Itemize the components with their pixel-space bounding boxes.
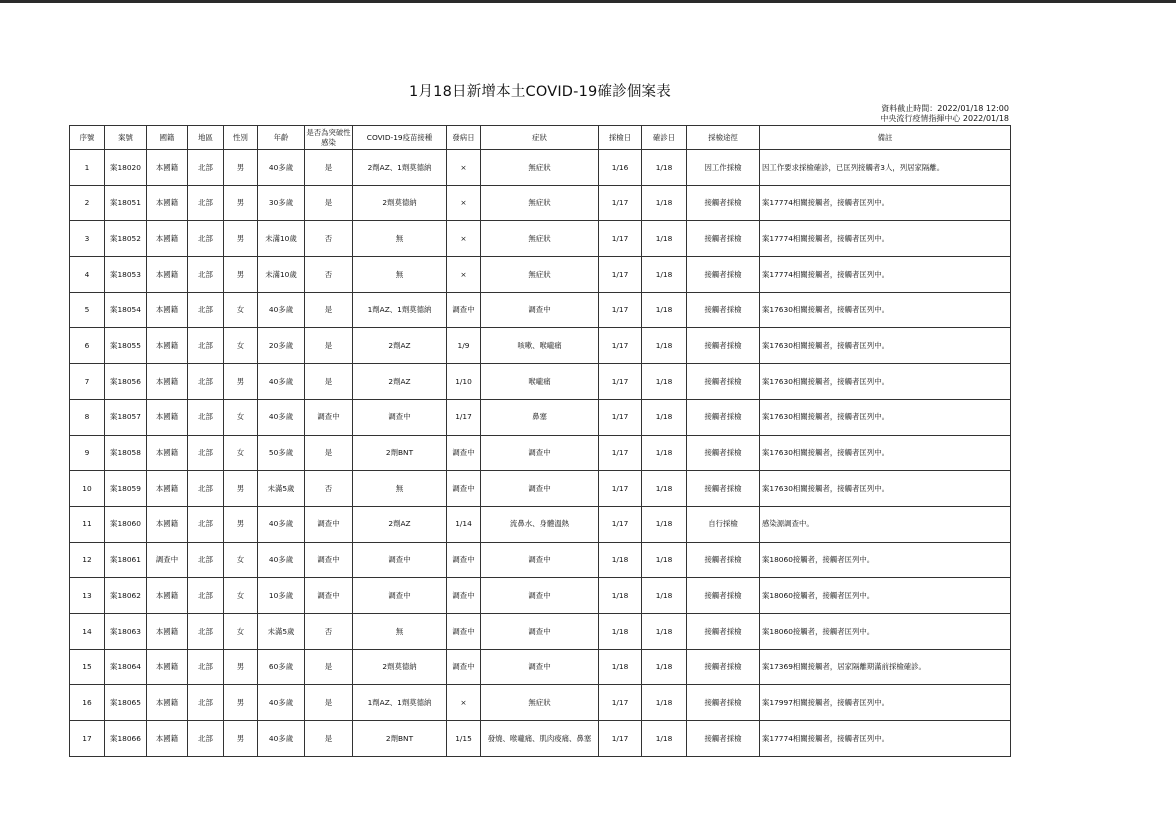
table-row <box>70 150 1011 186</box>
cell-region: 北部 <box>188 613 224 649</box>
cell-nationality: 本國籍 <box>147 649 188 685</box>
cell-breakthrough: 是 <box>305 292 353 328</box>
header-sex: 性別 <box>224 126 258 150</box>
cell-age: 40多歲 <box>258 685 305 721</box>
table-row <box>70 185 1011 221</box>
document-meta <box>880 104 1009 124</box>
cell-confirmed-date: 1/18 <box>642 613 687 649</box>
cell-region: 北部 <box>188 578 224 614</box>
cell-onset-date: 調查中 <box>447 292 481 328</box>
cell-symptoms: 無症狀 <box>481 257 599 293</box>
cell-nationality: 本國籍 <box>147 185 188 221</box>
cell-notes: 案17630相關接觸者，接觸者匡列中。 <box>760 471 1011 507</box>
cell-sampling-date: 1/18 <box>599 649 642 685</box>
table-row <box>70 721 1011 757</box>
cell-sampling-route: 接觸者採檢 <box>687 685 760 721</box>
cell-sex: 女 <box>224 542 258 578</box>
cell-age: 40多歲 <box>258 721 305 757</box>
cell-breakthrough: 否 <box>305 257 353 293</box>
cell-vaccination: 2劑BNT <box>353 721 447 757</box>
cell-confirmed-date: 1/18 <box>642 542 687 578</box>
cell-sampling-route: 自行採檢 <box>687 506 760 542</box>
cell-seq: 8 <box>70 399 105 435</box>
cell-breakthrough: 是 <box>305 435 353 471</box>
cell-nationality: 調查中 <box>147 542 188 578</box>
cell-seq: 3 <box>70 221 105 257</box>
cell-nationality: 本國籍 <box>147 721 188 757</box>
cell-onset-date: 調查中 <box>447 542 481 578</box>
cell-seq: 15 <box>70 649 105 685</box>
cell-seq: 1 <box>70 150 105 186</box>
cell-sampling-date: 1/17 <box>599 221 642 257</box>
cell-breakthrough: 否 <box>305 613 353 649</box>
cell-seq: 10 <box>70 471 105 507</box>
cell-vaccination: 2劑AZ <box>353 364 447 400</box>
cell-seq: 17 <box>70 721 105 757</box>
cell-seq: 2 <box>70 185 105 221</box>
cell-breakthrough: 是 <box>305 721 353 757</box>
cell-nationality: 本國籍 <box>147 150 188 186</box>
cell-case-id: 案18020 <box>105 150 147 186</box>
cell-sex: 男 <box>224 685 258 721</box>
header-onset-date: 發病日 <box>447 126 481 150</box>
cell-symptoms: 無症狀 <box>481 185 599 221</box>
cell-age: 40多歲 <box>258 364 305 400</box>
cell-nationality: 本國籍 <box>147 613 188 649</box>
cell-confirmed-date: 1/18 <box>642 150 687 186</box>
cell-breakthrough: 是 <box>305 185 353 221</box>
header-age: 年齡 <box>258 126 305 150</box>
cell-sex: 女 <box>224 578 258 614</box>
header-symptoms: 症狀 <box>481 126 599 150</box>
cell-notes: 案17774相關接觸者，接觸者匡列中。 <box>760 721 1011 757</box>
cell-onset-date: 1/14 <box>447 506 481 542</box>
cell-notes: 案17630相關接觸者，接觸者匡列中。 <box>760 364 1011 400</box>
cell-notes: 案17997相關接觸者，接觸者匡列中。 <box>760 685 1011 721</box>
cell-case-id: 案18058 <box>105 435 147 471</box>
cell-vaccination: 無 <box>353 613 447 649</box>
cell-sampling-date: 1/17 <box>599 721 642 757</box>
cell-symptoms: 調查中 <box>481 292 599 328</box>
cell-confirmed-date: 1/18 <box>642 649 687 685</box>
cell-confirmed-date: 1/18 <box>642 471 687 507</box>
cell-notes: 案17774相關接觸者，接觸者匡列中。 <box>760 185 1011 221</box>
cell-region: 北部 <box>188 150 224 186</box>
cell-vaccination: 無 <box>353 471 447 507</box>
header-sampling-date: 採檢日 <box>599 126 642 150</box>
cell-onset-date: × <box>447 185 481 221</box>
cell-symptoms: 調查中 <box>481 542 599 578</box>
cell-breakthrough: 是 <box>305 685 353 721</box>
cell-case-id: 案18065 <box>105 685 147 721</box>
cell-vaccination: 2劑莫德納 <box>353 649 447 685</box>
cell-symptoms: 調查中 <box>481 435 599 471</box>
cell-confirmed-date: 1/18 <box>642 506 687 542</box>
cell-nationality: 本國籍 <box>147 685 188 721</box>
cell-case-id: 案18054 <box>105 292 147 328</box>
header-notes: 備註 <box>760 126 1011 150</box>
table-row <box>70 649 1011 685</box>
cell-breakthrough: 調查中 <box>305 578 353 614</box>
document-title: 1月18日新增本土COVID-19確診個案表 <box>409 84 671 100</box>
cell-seq: 5 <box>70 292 105 328</box>
cell-notes: 案18060接觸者，接觸者匡列中。 <box>760 542 1011 578</box>
cell-sampling-route: 接觸者採檢 <box>687 435 760 471</box>
cell-symptoms: 調查中 <box>481 471 599 507</box>
cell-vaccination: 無 <box>353 221 447 257</box>
cell-vaccination: 2劑AZ、1劑莫德納 <box>353 150 447 186</box>
cell-symptoms: 調查中 <box>481 578 599 614</box>
cell-case-id: 案18055 <box>105 328 147 364</box>
cell-confirmed-date: 1/18 <box>642 578 687 614</box>
cell-notes: 案17630相關接觸者，接觸者匡列中。 <box>760 399 1011 435</box>
case-table <box>69 125 1011 757</box>
header-breakthrough: 是否為突破性感染 <box>305 126 353 150</box>
data-cutoff-time: 資料截止時間：2022/01/18 12:00 <box>881 104 1009 113</box>
cell-case-id: 案18056 <box>105 364 147 400</box>
cell-vaccination: 無 <box>353 257 447 293</box>
cell-case-id: 案18059 <box>105 471 147 507</box>
source-agency: 中央流行疫情指揮中心 2022/01/18 <box>880 114 1009 123</box>
cell-sampling-date: 1/17 <box>599 399 642 435</box>
cell-notes: 因工作要求採檢確診，已匡列接觸者3人，列居家隔離。 <box>760 150 1011 186</box>
cell-region: 北部 <box>188 435 224 471</box>
cell-sex: 男 <box>224 649 258 685</box>
cell-breakthrough: 調查中 <box>305 399 353 435</box>
cell-onset-date: 1/10 <box>447 364 481 400</box>
cell-sampling-route: 接觸者採檢 <box>687 185 760 221</box>
cell-sampling-route: 因工作採檢 <box>687 150 760 186</box>
header-seq: 序號 <box>70 126 105 150</box>
cell-case-id: 案18060 <box>105 506 147 542</box>
cell-vaccination: 調查中 <box>353 399 447 435</box>
cell-vaccination: 2劑BNT <box>353 435 447 471</box>
table-body <box>70 150 1011 757</box>
cell-sampling-date: 1/18 <box>599 542 642 578</box>
cell-seq: 4 <box>70 257 105 293</box>
cell-vaccination: 1劑AZ、1劑莫德納 <box>353 292 447 328</box>
cell-confirmed-date: 1/18 <box>642 435 687 471</box>
cell-onset-date: 調查中 <box>447 435 481 471</box>
table-row <box>70 613 1011 649</box>
cell-onset-date: 1/9 <box>447 328 481 364</box>
cell-sex: 男 <box>224 257 258 293</box>
cell-sampling-date: 1/18 <box>599 613 642 649</box>
cell-nationality: 本國籍 <box>147 435 188 471</box>
cell-nationality: 本國籍 <box>147 257 188 293</box>
cell-symptoms: 咳嗽、喉嚨痛 <box>481 328 599 364</box>
top-border <box>0 0 1176 3</box>
cell-age: 未滿5歲 <box>258 471 305 507</box>
cell-case-id: 案18052 <box>105 221 147 257</box>
cell-case-id: 案18063 <box>105 613 147 649</box>
table-row <box>70 328 1011 364</box>
cell-seq: 7 <box>70 364 105 400</box>
cell-case-id: 案18066 <box>105 721 147 757</box>
cell-sampling-route: 接觸者採檢 <box>687 292 760 328</box>
header-nationality: 國籍 <box>147 126 188 150</box>
cell-confirmed-date: 1/18 <box>642 185 687 221</box>
cell-vaccination: 2劑莫德納 <box>353 185 447 221</box>
cell-vaccination: 調查中 <box>353 578 447 614</box>
cell-sampling-date: 1/17 <box>599 471 642 507</box>
cell-sampling-route: 接觸者採檢 <box>687 364 760 400</box>
cell-nationality: 本國籍 <box>147 399 188 435</box>
cell-sampling-date: 1/16 <box>599 150 642 186</box>
cell-notes: 案18060接觸者，接觸者匡列中。 <box>760 578 1011 614</box>
cell-sampling-route: 接觸者採檢 <box>687 221 760 257</box>
cell-breakthrough: 是 <box>305 649 353 685</box>
cell-nationality: 本國籍 <box>147 578 188 614</box>
cell-sampling-date: 1/17 <box>599 506 642 542</box>
cell-region: 北部 <box>188 221 224 257</box>
cell-sampling-route: 接觸者採檢 <box>687 613 760 649</box>
cell-confirmed-date: 1/18 <box>642 221 687 257</box>
table-row <box>70 257 1011 293</box>
cell-notes: 案17369相關接觸者，居家隔離期滿前採檢確診。 <box>760 649 1011 685</box>
cell-breakthrough: 是 <box>305 364 353 400</box>
cell-sex: 男 <box>224 364 258 400</box>
cell-sampling-route: 接觸者採檢 <box>687 471 760 507</box>
cell-age: 50多歲 <box>258 435 305 471</box>
cell-nationality: 本國籍 <box>147 221 188 257</box>
cell-region: 北部 <box>188 721 224 757</box>
cell-seq: 6 <box>70 328 105 364</box>
cell-notes: 案18060接觸者，接觸者匡列中。 <box>760 613 1011 649</box>
cell-age: 未滿5歲 <box>258 613 305 649</box>
cell-region: 北部 <box>188 685 224 721</box>
cell-notes: 案17630相關接觸者，接觸者匡列中。 <box>760 292 1011 328</box>
header-confirmed-date: 確診日 <box>642 126 687 150</box>
cell-breakthrough: 是 <box>305 150 353 186</box>
cell-sex: 男 <box>224 150 258 186</box>
cell-onset-date: × <box>447 150 481 186</box>
cell-sampling-route: 接觸者採檢 <box>687 721 760 757</box>
table-row <box>70 685 1011 721</box>
cell-onset-date: 調查中 <box>447 578 481 614</box>
cell-seq: 13 <box>70 578 105 614</box>
table-row <box>70 471 1011 507</box>
cell-sampling-date: 1/17 <box>599 185 642 221</box>
cell-symptoms: 調查中 <box>481 649 599 685</box>
cell-confirmed-date: 1/18 <box>642 685 687 721</box>
cell-notes: 案17774相關接觸者，接觸者匡列中。 <box>760 257 1011 293</box>
cell-sex: 男 <box>224 221 258 257</box>
table-row <box>70 364 1011 400</box>
cell-sex: 女 <box>224 613 258 649</box>
cell-confirmed-date: 1/18 <box>642 364 687 400</box>
cell-sampling-route: 接觸者採檢 <box>687 542 760 578</box>
cell-sampling-route: 接觸者採檢 <box>687 649 760 685</box>
cell-breakthrough: 是 <box>305 328 353 364</box>
cell-region: 北部 <box>188 399 224 435</box>
cell-breakthrough: 否 <box>305 221 353 257</box>
cell-onset-date: 1/15 <box>447 721 481 757</box>
cell-sex: 男 <box>224 471 258 507</box>
cell-confirmed-date: 1/18 <box>642 292 687 328</box>
table-header-row <box>70 126 1011 150</box>
cell-onset-date: 調查中 <box>447 613 481 649</box>
cell-region: 北部 <box>188 364 224 400</box>
cell-sex: 男 <box>224 185 258 221</box>
cell-region: 北部 <box>188 506 224 542</box>
cell-symptoms: 無症狀 <box>481 150 599 186</box>
cell-seq: 9 <box>70 435 105 471</box>
cell-region: 北部 <box>188 185 224 221</box>
cell-age: 未滿10歲 <box>258 221 305 257</box>
cell-case-id: 案18057 <box>105 399 147 435</box>
cell-region: 北部 <box>188 542 224 578</box>
cell-sampling-route: 接觸者採檢 <box>687 399 760 435</box>
header-region: 地區 <box>188 126 224 150</box>
cell-onset-date: × <box>447 221 481 257</box>
cell-confirmed-date: 1/18 <box>642 257 687 293</box>
header-sampling-route: 採檢途徑 <box>687 126 760 150</box>
cell-breakthrough: 否 <box>305 471 353 507</box>
cell-region: 北部 <box>188 471 224 507</box>
cell-seq: 12 <box>70 542 105 578</box>
cell-nationality: 本國籍 <box>147 292 188 328</box>
cell-age: 60多歲 <box>258 649 305 685</box>
cell-vaccination: 1劑AZ、1劑莫德納 <box>353 685 447 721</box>
cell-age: 40多歲 <box>258 399 305 435</box>
cell-sex: 女 <box>224 435 258 471</box>
cell-sex: 男 <box>224 506 258 542</box>
cell-region: 北部 <box>188 649 224 685</box>
cell-sampling-route: 接觸者採檢 <box>687 328 760 364</box>
cell-age: 40多歲 <box>258 292 305 328</box>
cell-symptoms: 喉嚨痛 <box>481 364 599 400</box>
header-case-id: 案號 <box>105 126 147 150</box>
table-row <box>70 578 1011 614</box>
cell-symptoms: 流鼻水、身體溫熱 <box>481 506 599 542</box>
cell-sampling-route: 接觸者採檢 <box>687 257 760 293</box>
table-row <box>70 506 1011 542</box>
cell-onset-date: 1/17 <box>447 399 481 435</box>
cell-vaccination: 調查中 <box>353 542 447 578</box>
cell-onset-date: × <box>447 257 481 293</box>
cell-sex: 女 <box>224 328 258 364</box>
cell-region: 北部 <box>188 328 224 364</box>
table-row <box>70 292 1011 328</box>
cell-case-id: 案18053 <box>105 257 147 293</box>
cell-onset-date: 調查中 <box>447 471 481 507</box>
cell-age: 40多歲 <box>258 506 305 542</box>
cell-sex: 女 <box>224 292 258 328</box>
cell-nationality: 本國籍 <box>147 506 188 542</box>
cell-nationality: 本國籍 <box>147 328 188 364</box>
cell-notes: 感染源調查中。 <box>760 506 1011 542</box>
cell-sampling-date: 1/17 <box>599 685 642 721</box>
cell-sampling-date: 1/17 <box>599 328 642 364</box>
cell-nationality: 本國籍 <box>147 471 188 507</box>
cell-age: 10多歲 <box>258 578 305 614</box>
cell-onset-date: 調查中 <box>447 649 481 685</box>
cell-vaccination: 2劑AZ <box>353 328 447 364</box>
cell-symptoms: 無症狀 <box>481 685 599 721</box>
cell-age: 40多歲 <box>258 150 305 186</box>
cell-case-id: 案18061 <box>105 542 147 578</box>
cell-seq: 11 <box>70 506 105 542</box>
cell-case-id: 案18062 <box>105 578 147 614</box>
cell-age: 20多歲 <box>258 328 305 364</box>
cell-sampling-date: 1/17 <box>599 257 642 293</box>
cell-symptoms: 鼻塞 <box>481 399 599 435</box>
cell-confirmed-date: 1/18 <box>642 721 687 757</box>
cell-sampling-date: 1/18 <box>599 578 642 614</box>
cell-notes: 案17774相關接觸者，接觸者匡列中。 <box>760 221 1011 257</box>
cell-case-id: 案18064 <box>105 649 147 685</box>
cell-onset-date: × <box>447 685 481 721</box>
cell-notes: 案17630相關接觸者，接觸者匡列中。 <box>760 435 1011 471</box>
cell-sex: 男 <box>224 721 258 757</box>
cell-breakthrough: 調查中 <box>305 506 353 542</box>
header-vaccination: COVID-19疫苗接種 <box>353 126 447 150</box>
cell-age: 40多歲 <box>258 542 305 578</box>
cell-vaccination: 2劑AZ <box>353 506 447 542</box>
cell-notes: 案17630相關接觸者，接觸者匡列中。 <box>760 328 1011 364</box>
cell-symptoms: 發燒、喉嚨痛、肌肉痠痛、鼻塞 <box>481 721 599 757</box>
cell-sex: 女 <box>224 399 258 435</box>
cell-case-id: 案18051 <box>105 185 147 221</box>
cell-age: 30多歲 <box>258 185 305 221</box>
table-row <box>70 542 1011 578</box>
cell-breakthrough: 調查中 <box>305 542 353 578</box>
cell-region: 北部 <box>188 257 224 293</box>
cell-sampling-date: 1/17 <box>599 292 642 328</box>
cell-confirmed-date: 1/18 <box>642 399 687 435</box>
cell-confirmed-date: 1/18 <box>642 328 687 364</box>
cell-region: 北部 <box>188 292 224 328</box>
cell-sampling-date: 1/17 <box>599 435 642 471</box>
cell-symptoms: 調查中 <box>481 613 599 649</box>
cell-nationality: 本國籍 <box>147 364 188 400</box>
cell-seq: 16 <box>70 685 105 721</box>
cell-sampling-route: 接觸者採檢 <box>687 578 760 614</box>
table-row <box>70 221 1011 257</box>
cell-symptoms: 無症狀 <box>481 221 599 257</box>
table-row <box>70 435 1011 471</box>
cell-age: 未滿10歲 <box>258 257 305 293</box>
cell-seq: 14 <box>70 613 105 649</box>
table-row <box>70 399 1011 435</box>
cell-sampling-date: 1/17 <box>599 364 642 400</box>
